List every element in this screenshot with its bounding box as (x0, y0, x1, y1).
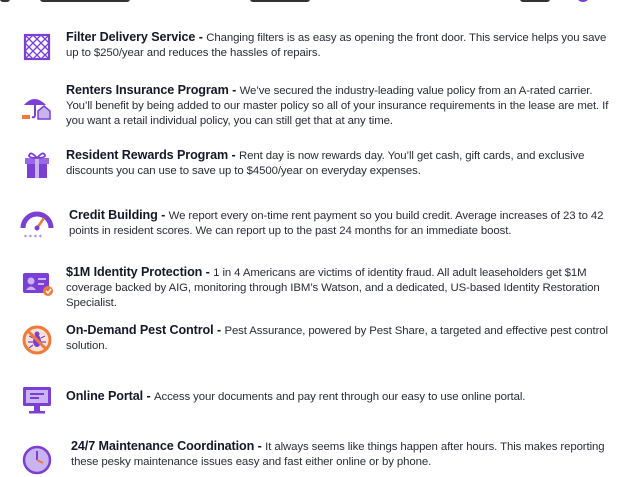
credit-gauge-icon (20, 208, 54, 242)
service-description: We’ve secured the industry-leading value policy from an A-rated carrier. You’ll benefit by being added to our master policy so all of your insurance requirements in the lease are met. If you want a retail individual policy, you can still get that at any time. (66, 85, 609, 127)
top-cut-text (0, 0, 640, 4)
service-title: 24/7 Maintenance Coordination (71, 439, 255, 453)
service-title: Renters Insurance Program (66, 83, 229, 97)
service-title: Filter Delivery Service (66, 30, 196, 44)
service-text: Filter Delivery Service - Changing filters is as easy as opening the front door. This service helps you save up to $250/year and reduces the hassles of repairs. (66, 30, 607, 59)
clock-24-icon (20, 443, 54, 477)
service-title: Credit Building (69, 208, 158, 222)
service-title: Online Portal (66, 389, 144, 403)
service-description: Rent day is now rewards day. You’ll get cash, gift cards, and exclusive discounts you can use to save up to $4500/year on everyday expenses. (66, 150, 585, 177)
id-card-icon (20, 265, 54, 299)
service-text: Renters Insurance Program - We’ve secured the industry-leading value policy from an A-rated carrier. You’ll benefit by being added to our master policy so all of your insurance requirements in the lease are met. If you want a retail individual policy, you can still get that at any time. (66, 83, 609, 127)
computer-icon (20, 382, 54, 416)
no-bugs-icon (20, 323, 54, 357)
service-title: On-Demand Pest Control (66, 323, 214, 337)
service-text: On-Demand Pest Control - Pest Assurance, powered by Pest Share, a targeted and effective pest control solution. (66, 323, 608, 352)
service-title: $1M Identity Protection (66, 265, 203, 279)
service-description: It always seems like things happen after hours. This makes reporting these pesky maintenance issues easy and fast either online or by phone. (71, 441, 605, 468)
svg-text:* * * *: * * * * (24, 234, 42, 241)
service-text: Credit Building - We report every on-time rent payment so you build credit. Average increases of 23 to 42 points in resident scores. We can report up to the past 24 months for an immediate boost. (69, 208, 604, 237)
service-text: Online Portal - Access your documents and pay rent through our easy to use online portal. (66, 389, 526, 403)
service-description: Access your documents and pay rent through our easy to use online portal. (153, 391, 526, 403)
filter-icon (20, 30, 54, 64)
service-text: $1M Identity Protection - 1 in 4 Americans are victims of identity fraud. All adult leaseholders get $1M coverage backed by AIG, monitoring through IBM’s Watson, and a dedicated, US-based Identity Restoration Specialist. (66, 265, 600, 309)
service-text: Resident Rewards Program - Rent day is now rewards day. You’ll get cash, gift cards, and exclusive discounts you can use to save up to $4500/year on everyday expenses. (66, 148, 585, 177)
umbrella-house-icon (20, 89, 54, 123)
service-title: Resident Rewards Program (66, 148, 229, 162)
service-description: Pest Assurance, powered by Pest Share, a targeted and effective pest control solution. (66, 325, 608, 352)
service-description: Changing filters is as easy as opening the front door. This service helps you save up to $250/year and reduces the hassles of repairs. (66, 32, 607, 59)
service-description: We report every on-time rent payment so you build credit. Average increases of 23 to 42 points in resident scores. We can report up to the past 24 months for an immediate boost. (69, 210, 604, 237)
service-text: 24/7 Maintenance Coordination - It always seems like things happen after hours. This makes reporting these pesky maintenance issues easy and fast either online or by phone. (71, 439, 605, 468)
gift-icon (20, 148, 54, 182)
service-description: 1 in 4 Americans are victims of identity fraud. All adult leaseholders get $1M coverage backed by AIG, monitoring through IBM’s Watson, and a dedicated, US-based Identity Restoration Specialist. (66, 267, 600, 309)
